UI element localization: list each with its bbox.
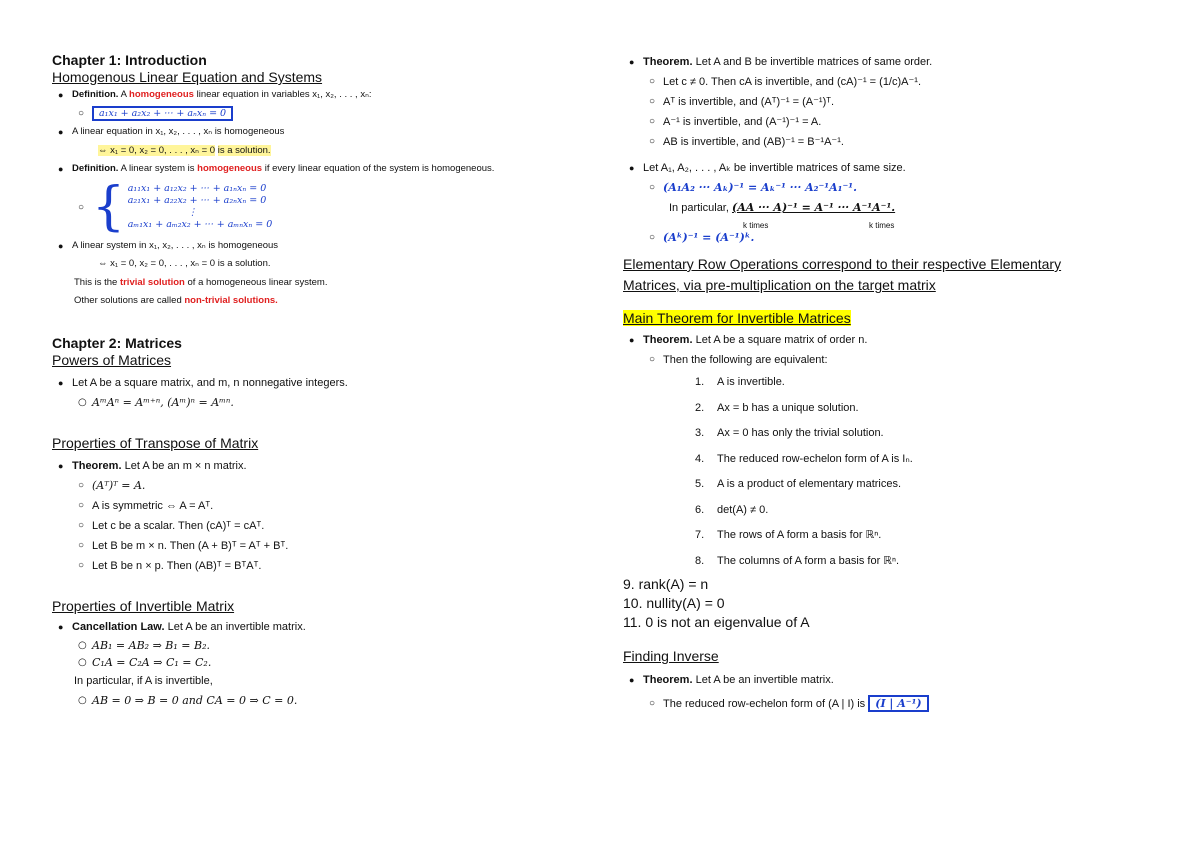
right-column: [623, 52, 1163, 714]
bullet-icon: ●: [58, 127, 64, 137]
circle-bullet-icon: ○: [649, 76, 656, 87]
circle-bullet-icon: ○: [78, 694, 87, 706]
bullet-icon: ●: [58, 240, 64, 251]
bullet-icon: ●: [58, 377, 64, 388]
invertible-section: Properties of Invertible Matrix: [52, 597, 235, 614]
circle-bullet-icon: ○: [78, 499, 85, 511]
inverse-particular: In particular, (AA ··· A)⁻¹ = A⁻¹ ··· A⁻¹A⁻¹. k times k times: [669, 201, 896, 230]
main-theorem-item: 7. The rows of A form a basis for ℝⁿ.: [695, 529, 882, 541]
ch1-definition-2: ● Definition. A linear system is homogeneous if every linear equation of the system is homogeneous.: [52, 160, 572, 179]
transpose-item: ○ Let B be n × p. Then (AB)ᵀ = BᵀAᵀ.: [52, 556, 572, 576]
circle-bullet-icon: ○: [649, 96, 656, 107]
ch1-trivial: This is the trivial solution of a homogeneous linear system.: [74, 276, 328, 288]
powers-section: Powers of Matrices: [52, 351, 172, 368]
cancellation-item-3: ○ AB = 0 ⇒ B = 0 and CA = 0 ⇒ C = 0.: [52, 691, 572, 711]
ch1-statement-2: ● A linear system in x₁, x₂, . . . , xₙ is homogeneous: [52, 237, 572, 256]
cancellation-item-2: ○ C₁A = C₂A ⇒ C₁ = C₂.: [78, 655, 212, 669]
transpose-item: ○ Let c be a scalar. Then (cA)ᵀ = cAᵀ.: [52, 516, 572, 536]
cancellation-item-1: ○ AB₁ = AB₂ ⇒ B₁ = B₂.: [78, 638, 210, 652]
circle-bullet-icon: ○: [78, 396, 87, 408]
ch1-statement-1: ● A linear equation in x₁, x₂, . . . , xₙ is homogeneous: [52, 123, 572, 142]
chapter2-title: Chapter 2: Matrices: [52, 334, 182, 351]
main-theorem-item: 3. Ax = 0 has only the trivial solution.: [695, 427, 884, 439]
transpose-theorem: ● Theorem. Let A be an m × n matrix.: [52, 456, 572, 476]
main-theorem-item: 6. det(A) ≠ 0.: [695, 503, 769, 516]
powers-line-2: ○ AᵐAⁿ = Aᵐ⁺ⁿ, (Aᵐ)ⁿ = Aᵐⁿ.: [52, 393, 572, 413]
main-theorem-extra: 10. nullity(A) = 0: [623, 595, 725, 611]
bullet-icon: ●: [629, 675, 635, 685]
circle-bullet-icon: ○: [78, 656, 87, 668]
left-column: [52, 52, 572, 711]
transpose-item: ○ (Aᵀ)ᵀ = A.: [52, 476, 572, 496]
inverse-theorem-2: ● Let A₁, A₂, . . . , Aₖ be invertible matrices of same size.: [623, 158, 1163, 178]
circle-bullet-icon: ○: [649, 182, 656, 193]
system-equations: a₁₁x₁ + a₁₂x₂ + ··· + a₁ₙxₙ = 0 a₂₁x₁ + a₂₂x₂ + ··· + a₂ₙxₙ = 0 ⋮ aₘ₁x₁ + aₘ₂x₂ + ··· + aₘₙxₙ = 0: [127, 182, 273, 230]
main-theorem-section: Main Theorem for Invertible Matrices: [623, 310, 851, 326]
main-theorem-item: 4. The reduced row-echelon form of A is Iₙ.: [695, 452, 913, 465]
circle-bullet-icon: ○: [649, 116, 656, 127]
ch1-nontrivial: Other solutions are called non-trivial solutions.: [74, 295, 278, 306]
main-theorem-item: 1. A is invertible.: [695, 376, 785, 388]
ch1-statement-1-iff: ⇔ x₁ = 0, x₂ = 0, . . . , xₙ = 0 is a solution.: [98, 144, 271, 156]
inverse-theorem-item: ○ Let c ≠ 0. Then cA is invertible, and (cA)⁻¹ = (1/c)A⁻¹.: [623, 72, 1163, 92]
circle-bullet-icon: ○: [78, 539, 85, 551]
elementary-line-1: Elementary Row Operations correspond to their respective Elementary: [623, 256, 1062, 272]
inverse-theorem-item: ○ Aᵀ is invertible, and (Aᵀ)⁻¹ = (A⁻¹)ᵀ.: [623, 92, 1163, 112]
finding-inverse-item: ○ The reduced row-echelon form of (A | I) is (I | A⁻¹): [623, 694, 1163, 714]
main-theorem-extra: 9. rank(A) = n: [623, 576, 709, 592]
chapter1-section: Homogenous Linear Equation and Systems: [52, 69, 323, 85]
circle-bullet-icon: ○: [78, 559, 85, 571]
circle-bullet-icon: ○: [649, 354, 656, 365]
main-theorem-extra: 11. 0 is not an eigenvalue of A: [623, 614, 810, 630]
bullet-icon: ●: [58, 621, 64, 632]
main-theorem-item: 5. A is a product of elementary matrices.: [695, 478, 902, 490]
inverse-product-item: ○ (A₁A₂ ··· Aₖ)⁻¹ = Aₖ⁻¹ ··· A₂⁻¹A₁⁻¹.: [623, 178, 1163, 198]
inverse-power-item: ○ (Aᵏ)⁻¹ = (A⁻¹)ᵏ.: [623, 228, 1163, 248]
transpose-item: ○ Let B be m × n. Then (A + B)ᵀ = Aᵀ + Bᵀ.: [52, 536, 572, 556]
cancellation-particular: In particular, if A is invertible,: [74, 674, 213, 687]
ch1-definition-1: ● Definition. A homogeneous linear equation in variables x₁, x₂, . . . , xₙ:: [52, 86, 572, 105]
main-theorem-item: 8. The columns of A form a basis for ℝⁿ.: [695, 554, 900, 567]
circle-bullet-icon: ○: [78, 107, 85, 119]
circle-bullet-icon: ○: [649, 136, 656, 147]
bullet-icon: ●: [58, 460, 64, 471]
inverse-theorem-item: ○ A⁻¹ is invertible, and (A⁻¹)⁻¹ = A.: [623, 112, 1163, 132]
bullet-icon: ●: [629, 335, 635, 345]
circle-bullet-icon: ○: [78, 519, 85, 531]
circle-bullet-icon: ○: [649, 232, 656, 243]
elementary-line-2: Matrices, via pre-multiplication on the target matrix: [623, 277, 936, 293]
main-theorem-item: 2. Ax = b has a unique solution.: [695, 401, 859, 414]
chapter1-title: Chapter 1: Introduction: [52, 52, 207, 68]
ch1-statement-2-iff: ⇔ x₁ = 0, x₂ = 0, . . . , xₙ = 0 is a solution.: [98, 258, 271, 269]
inverse-theorem-1: ● Theorem. Let A and B be invertible matrices of same order.: [623, 52, 1163, 72]
circle-bullet-icon: ○: [78, 479, 85, 491]
bullet-icon: ●: [58, 164, 64, 174]
transpose-section: Properties of Transpose of Matrix: [52, 434, 259, 451]
main-theorem-equiv: ○ Then the following are equivalent:: [623, 350, 1163, 370]
main-theorem: ● Theorem. Let A be a square matrix of order n.: [623, 330, 1163, 350]
circle-bullet-icon: ○: [78, 201, 85, 213]
circle-bullet-icon: ○: [78, 639, 87, 651]
transpose-item: ○ A is symmetric ⇔ A = Aᵀ.: [52, 496, 572, 516]
finding-inverse-section: Finding Inverse: [623, 648, 719, 664]
inverse-theorem-item: ○ AB is invertible, and (AB)⁻¹ = B⁻¹A⁻¹.: [623, 132, 1163, 152]
ch1-system: [52, 176, 572, 237]
circle-bullet-icon: ○: [649, 698, 656, 709]
bullet-icon: ●: [629, 57, 635, 67]
bullet-icon: ●: [58, 90, 64, 100]
bullet-icon: ●: [629, 163, 635, 173]
ch1-definition-1-eq: ○ a₁x₁ + a₂x₂ + ··· + aₙxₙ = 0: [52, 105, 572, 124]
left-brace-icon: {: [92, 176, 126, 237]
finding-inverse-theorem: ● Theorem. Let A be an invertible matrix.: [623, 670, 1163, 690]
cancellation-law: ● Cancellation Law. Let A be an invertible matrix.: [52, 617, 572, 637]
powers-line-1: ● Let A be a square matrix, and m, n nonnegative integers.: [52, 373, 572, 393]
